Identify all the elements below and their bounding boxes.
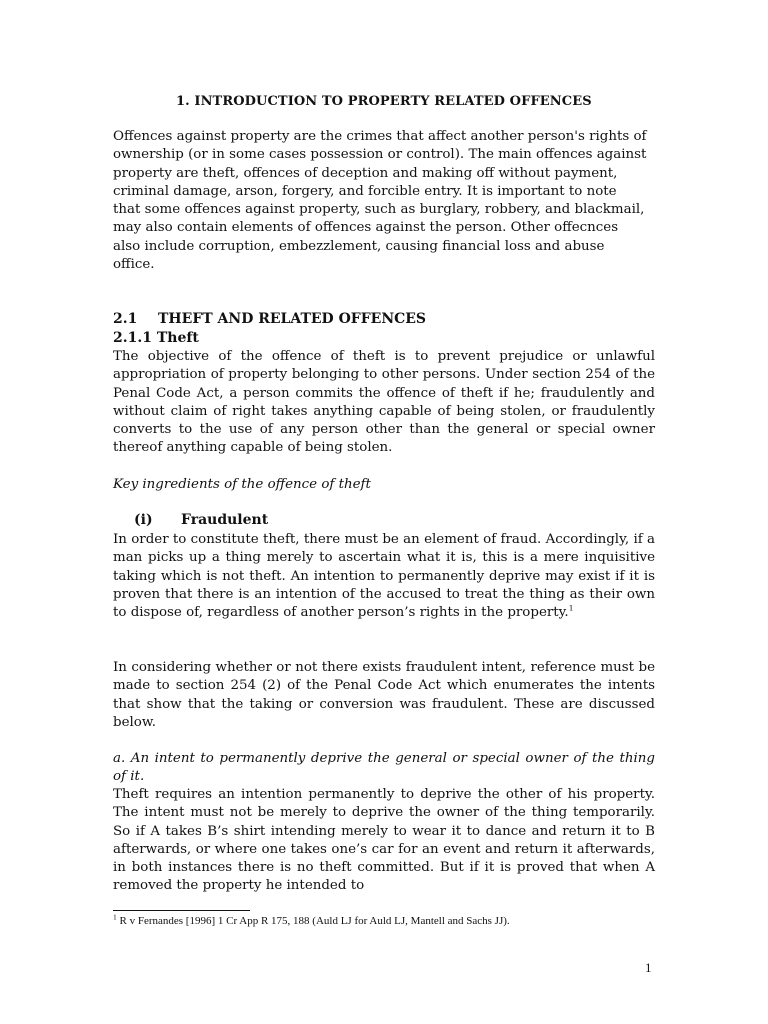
footnote-text: R v Fernandes [1996] 1 Cr App R 175, 188 (Auld LJ for Auld LJ, Mantell and Sachs JJ). bbox=[116, 915, 510, 927]
section-number: 2.1 bbox=[113, 311, 138, 327]
footnote-marker: 1 bbox=[113, 912, 117, 922]
ingredient-label: (i) bbox=[134, 512, 153, 528]
intent-a-heading: a. An intent to permanently deprive the general or special owner of the thing of it. bbox=[113, 751, 655, 785]
footnote bbox=[113, 912, 510, 927]
section-title: THEFT AND RELATED OFFENCES bbox=[158, 311, 427, 327]
ingredients-heading: Key ingredients of the offence of theft bbox=[113, 477, 371, 492]
footnote-reference[interactable]: 1 bbox=[568, 603, 574, 613]
considering-paragraph: In considering whether or not there exists fraudulent intent, reference must be made to section 254 (2) of the Penal Code Act which enumerates the intents that show that the taking or conversion was fraudulent. These are discussed below. bbox=[113, 660, 655, 730]
ingredient-title: Fraudulent bbox=[181, 512, 269, 528]
subsection-heading: 2.1.1 Theft bbox=[113, 330, 199, 346]
theft-paragraph: The objective of the offence of theft is to prevent prejudice or unlawful appropriation of property belonging to other persons. Under section 254 of the Penal Code Act, a person commits the offence of theft if he; fraudulently and without claim of right takes anything capable of being stolen, or fraudulently converts to the use of any person other than the general or special owner thereof anything capable of being stolen. bbox=[113, 349, 655, 456]
footnote-divider bbox=[113, 910, 250, 911]
fraudulent-text: In order to constitute theft, there must be an element of fraud. Accordingly, if a man picks up a thing merely to ascertain what it is, this is a mere inquisitive taking which is not theft. An intention to permanently deprive may exist if it is proven that there is an intention of the accused to treat the thing as their own to dispose of, regardless of another person’s rights in the property. bbox=[113, 532, 655, 621]
fraudulent-paragraph bbox=[113, 531, 655, 622]
chapter-heading: 1. INTRODUCTION TO PROPERTY RELATED OFFENCES bbox=[176, 94, 592, 109]
intro-paragraph: Offences against property are the crimes that affect another person's rights of ownership (or in some cases possession or control). The main offences against property are theft, offences of deception and making off without payment, criminal damage, arson, forgery, and forcible entry. It is important to note that some offences against property, such as burglary, robbery, and blackmail, may also contain elements of offences against the person. Other offecnces also include corruption, embezzlement, causing financial loss and abuse office. bbox=[113, 129, 647, 273]
ingredient-heading-fraudulent bbox=[134, 512, 268, 528]
page-number: 1 bbox=[645, 960, 652, 975]
section-heading bbox=[113, 311, 426, 327]
intent-a-paragraph: Theft requires an intention permanently to deprive the other of his property. The intent must not be merely to deprive the owner of the thing temporarily. So if A takes B’s shirt intending merely to wear it to dance and return it to B afterwards, or where one takes one’s car for an event and return it afterwards, in both instances there is no theft committed. But if it is proved that when A removed the property he intended to bbox=[113, 787, 655, 894]
